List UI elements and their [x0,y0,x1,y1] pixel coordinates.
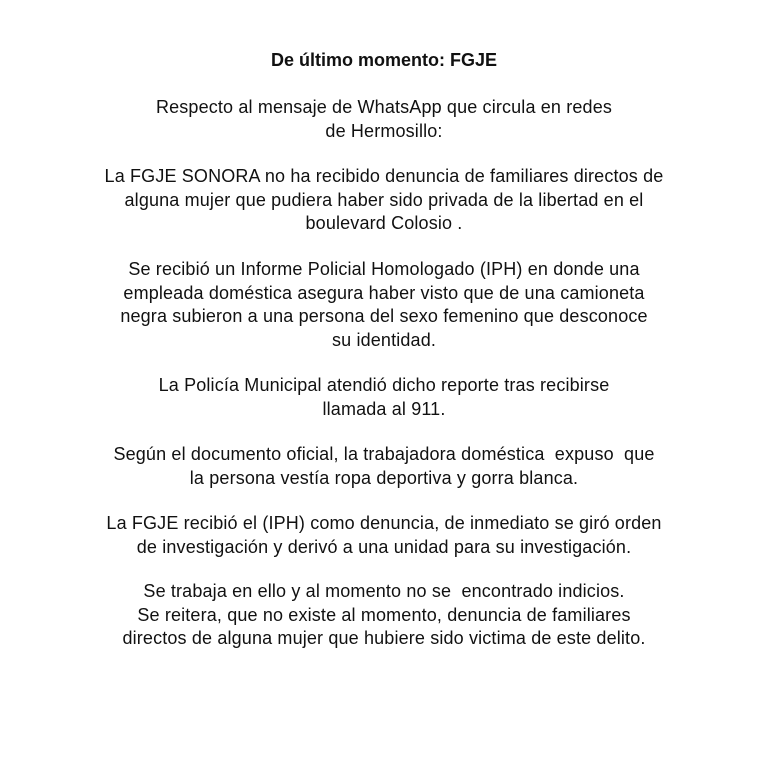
text-line: Se trabaja en ello y al momento no se encontrado indicios. [143,581,625,601]
text-line: Se reitera, que no existe al momento, denuncia de familiares [137,604,631,625]
paragraph-whatsapp-intro [0,96,768,143]
paragraph-investigation-order [0,512,768,559]
text-line: la persona vestía ropa deportiva y gorra blanca. [189,467,579,488]
text-line: de investigación y derivó a una unidad para su investigación. [136,536,632,557]
document-title: De último momento: FGJE [270,50,497,70]
text-line: alguna mujer que pudiera haber sido privada de la libertad en el [124,189,644,210]
text-line: La FGJE SONORA no ha recibido denuncia de familiares directos de [104,166,664,186]
text-line: boulevard Colosio . [305,213,463,233]
text-line: empleada doméstica asegura haber visto que de una camioneta [123,282,645,303]
text-line: llamada al 911. [322,398,446,419]
text-line: Según el documento oficial, la trabajadora doméstica expuso que [113,444,655,464]
text-line: su identidad. [331,329,437,350]
text-line: Se recibió un Informe Policial Homologado (IPH) en donde una [128,259,640,279]
paragraph-municipal-police [0,374,768,421]
text-line: negra subieron a una persona del sexo femenino que desconoce [120,306,648,326]
paragraph-no-complaint [0,165,768,236]
text-line: Respecto al mensaje de WhatsApp que circula en redes [155,97,613,117]
text-line: de Hermosillo: [325,120,443,141]
text-line: La FGJE recibió el (IPH) como denuncia, de inmediato se giró orden [106,513,662,533]
text-line: La Policía Municipal atendió dicho reporte tras recibirse [158,375,610,395]
paragraph-official-document [0,443,768,490]
paragraph-no-evidence [0,580,768,651]
paragraph-iph-report [0,258,768,352]
text-line: directos de alguna mujer que hubiere sido victima de este delito. [122,628,646,648]
